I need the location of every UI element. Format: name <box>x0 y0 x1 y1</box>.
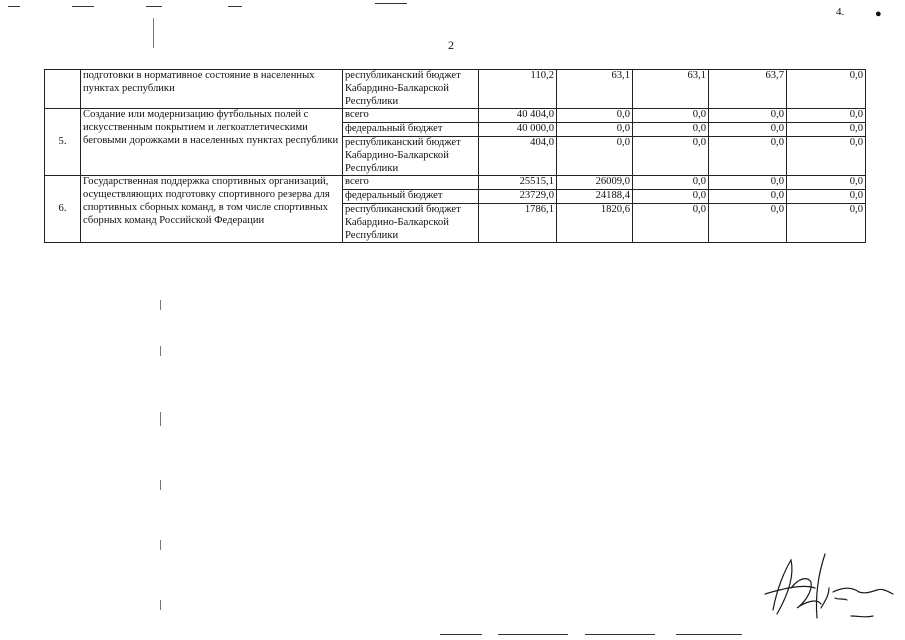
amount-cell: 0,0 <box>709 109 787 123</box>
scan-artifact-line <box>375 3 407 4</box>
activity-description: Государственная поддержка спортивных организаций, осуществляющих подготовку спортивного резерва для спортивных сборных команд, в том числе спортивных сборных команд Российской Федерации <box>81 176 343 243</box>
table-row <box>45 70 866 109</box>
handwritten-signature <box>755 548 900 628</box>
scan-artifact-line <box>72 6 94 7</box>
amount-cell: 0,0 <box>557 109 633 123</box>
table-row <box>45 109 866 123</box>
scan-artifact-vline <box>160 346 161 356</box>
row-number: 6. <box>45 176 81 243</box>
amount-cell: 63,7 <box>709 70 787 109</box>
amount-cell: 0,0 <box>633 176 709 190</box>
amount-cell: 24188,4 <box>557 190 633 204</box>
scan-artifact-line <box>676 634 742 635</box>
budget-table <box>44 69 866 243</box>
scan-artifact-vline <box>160 300 161 310</box>
amount-cell: 0,0 <box>557 123 633 137</box>
amount-cell: 0,0 <box>633 203 709 242</box>
scan-artifact-line <box>146 6 162 7</box>
page-number: 2 <box>448 38 454 52</box>
scan-artifact-vline <box>160 412 161 426</box>
amount-cell: 0,0 <box>709 136 787 175</box>
scan-artifact-line <box>440 634 482 635</box>
scan-artifact-line <box>8 6 20 7</box>
amount-cell: 23729,0 <box>479 190 557 204</box>
amount-cell: 0,0 <box>787 109 866 123</box>
row-number: 5. <box>45 109 81 176</box>
amount-cell: 0,0 <box>787 136 866 175</box>
amount-cell: 1820,6 <box>557 203 633 242</box>
amount-cell: 40 000,0 <box>479 123 557 137</box>
amount-cell: 40 404,0 <box>479 109 557 123</box>
funding-source: республиканский бюджет Кабардино-Балкарской Республики <box>343 70 479 109</box>
amount-cell: 0,0 <box>787 176 866 190</box>
scan-artifact-vline <box>153 18 154 48</box>
table-row <box>45 176 866 190</box>
amount-cell: 0,0 <box>709 123 787 137</box>
activity-description: подготовки в нормативное состояние в населенных пунктах республики <box>81 70 343 109</box>
corner-mark: 4. <box>836 6 845 18</box>
amount-cell: 0,0 <box>633 136 709 175</box>
amount-cell: 0,0 <box>709 176 787 190</box>
funding-source: всего <box>343 109 479 123</box>
scan-artifact-line <box>498 634 568 635</box>
scan-artifact-vline <box>160 540 161 550</box>
activity-description: Создание или модернизацию футбольных полей с искусственным покрытием и легкоатлетическими беговыми дорожками в населенных пунктах республики <box>81 109 343 176</box>
amount-cell: 25515,1 <box>479 176 557 190</box>
amount-cell: 0,0 <box>709 190 787 204</box>
amount-cell: 0,0 <box>787 123 866 137</box>
corner-dot: ● <box>875 8 882 20</box>
amount-cell: 1786,1 <box>479 203 557 242</box>
amount-cell: 63,1 <box>633 70 709 109</box>
funding-source: федеральный бюджет <box>343 123 479 137</box>
funding-source: всего <box>343 176 479 190</box>
amount-cell: 0,0 <box>633 190 709 204</box>
amount-cell: 26009,0 <box>557 176 633 190</box>
scan-artifact-vline <box>160 600 161 610</box>
amount-cell: 0,0 <box>709 203 787 242</box>
funding-source: республиканский бюджет Кабардино-Балкарской Республики <box>343 136 479 175</box>
amount-cell: 0,0 <box>633 123 709 137</box>
amount-cell: 0,0 <box>787 190 866 204</box>
funding-source: республиканский бюджет Кабардино-Балкарской Республики <box>343 203 479 242</box>
row-number <box>45 70 81 109</box>
scan-artifact-line <box>228 6 242 7</box>
amount-cell: 0,0 <box>633 109 709 123</box>
amount-cell: 404,0 <box>479 136 557 175</box>
amount-cell: 110,2 <box>479 70 557 109</box>
amount-cell: 63,1 <box>557 70 633 109</box>
amount-cell: 0,0 <box>557 136 633 175</box>
funding-source: федеральный бюджет <box>343 190 479 204</box>
amount-cell: 0,0 <box>787 70 866 109</box>
amount-cell: 0,0 <box>787 203 866 242</box>
scan-artifact-line <box>585 634 655 635</box>
scan-artifact-vline <box>160 480 161 490</box>
